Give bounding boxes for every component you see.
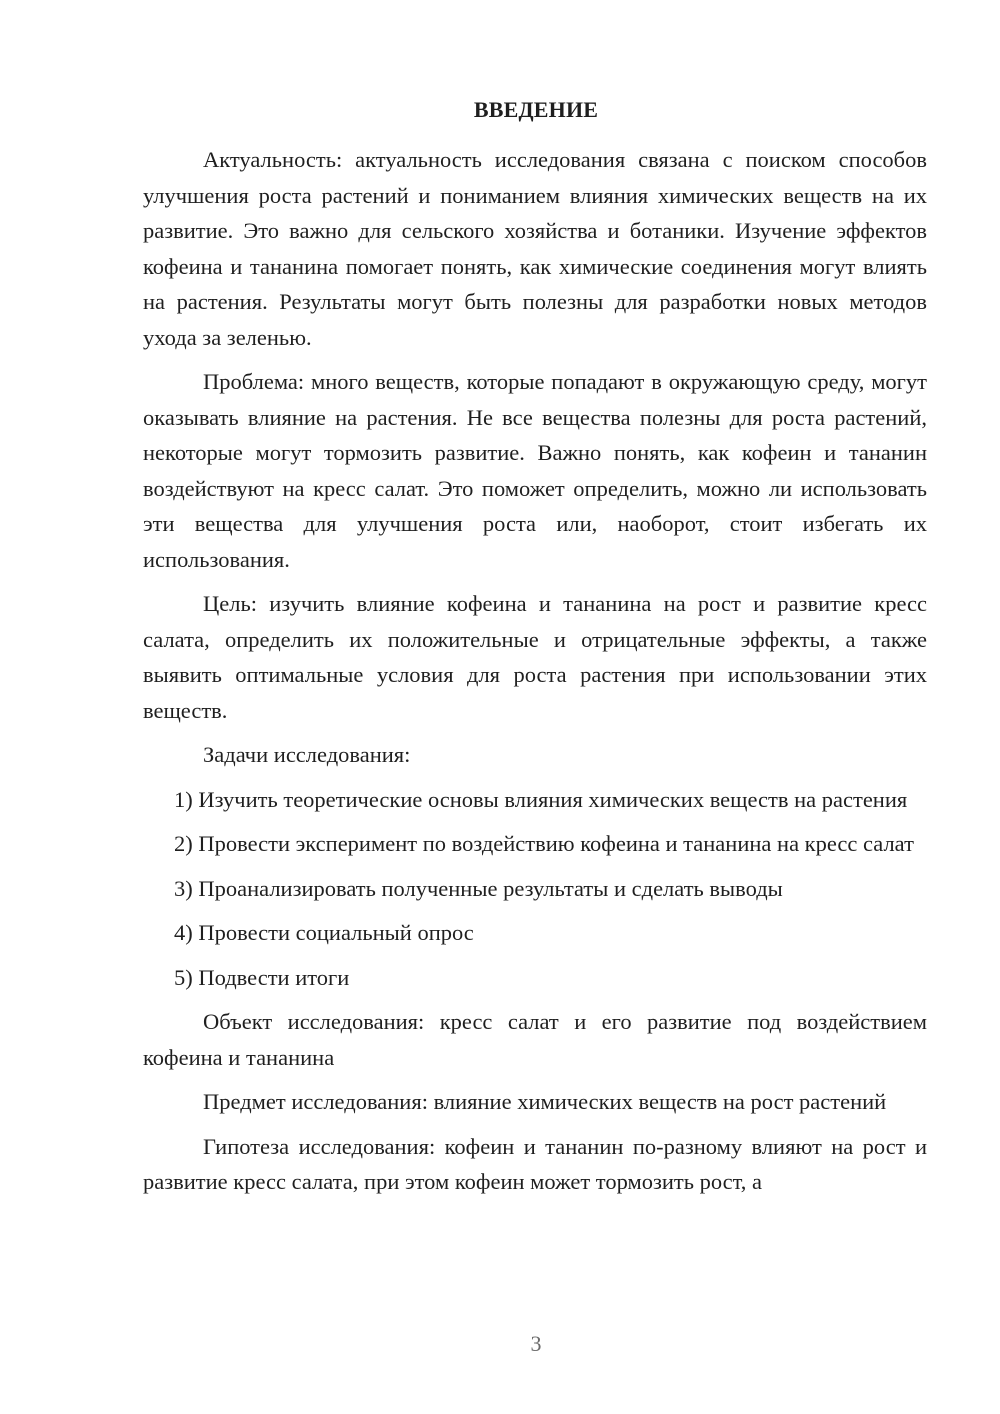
- hypothesis-paragraph: Гипотеза исследования: кофеин и тананин по-разному влияют на рост и развитие кресс салата, при этом кофеин может тормозить рост, а: [143, 1133, 927, 1194]
- task-item: 1) Изучить теоретические основы влияния химических веществ на растения: [174, 786, 908, 812]
- task-item: 3) Проанализировать полученные результаты и сделать выводы: [174, 875, 783, 901]
- tasks-heading: Задачи исследования:: [203, 742, 411, 767]
- task-item: 4) Провести социальный опрос: [174, 920, 474, 945]
- section-title: ВВЕДЕНИЕ: [473, 97, 599, 122]
- task-item: 2) Провести эксперимент по воздействию кофеина и тананина на кресс салат: [174, 831, 914, 856]
- page-number: 3: [530, 1331, 542, 1356]
- body-text: [143, 142, 927, 1209]
- goal-paragraph: Цель: изучить влияние кофеина и тананина на рост и развитие кресс салата, определить их положительные и отрицательные эффекты, а также выявить оптимальные условия для роста растения при использовании этих веществ.: [143, 591, 927, 723]
- subject-paragraph: Предмет исследования: влияние химических веществ на рост растений: [203, 1089, 887, 1114]
- task-item: 5) Подвести итоги: [174, 964, 350, 990]
- relevance-paragraph: Актуальность: актуальность исследования связана с поиском способов улучшения роста растений и пониманием влияния химических веществ на их развитие. Это важно для сельского хозяйства и ботаники. Изучение эффектов кофеина и тананина помогает понять, как химические соединения могут влиять на растения. Результаты могут быть полезны для разработки новых методов ухода за зеленью.: [143, 147, 927, 350]
- object-paragraph: Объект исследования: кресс салат и его развитие под воздействием кофеина и тананина: [143, 1009, 927, 1070]
- problem-paragraph: Проблема: много веществ, которые попадают в окружающую среду, могут оказывать влияние на растения. Не все вещества полезны для роста растений, некоторые могут тормозить развитие. Важно понять, как кофеин и тананин воздействуют на кресс салат. Это поможет определить, можно ли использовать эти вещества для улучшения роста или, наоборот, стоит избегать их использования.: [143, 369, 927, 572]
